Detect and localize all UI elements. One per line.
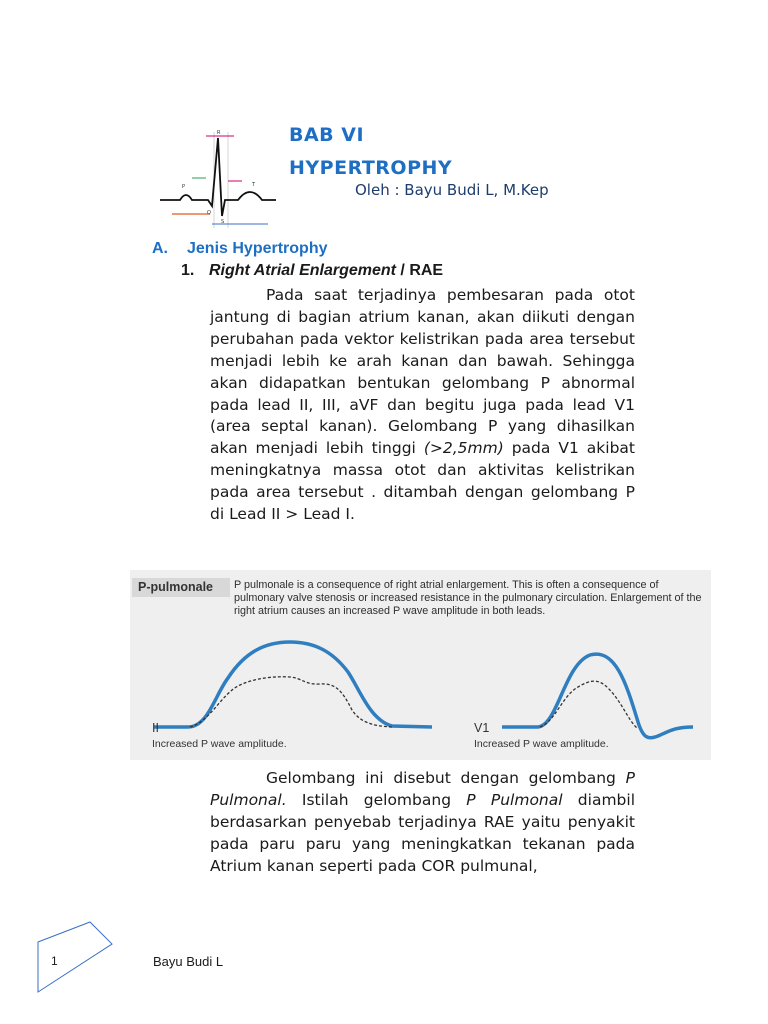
ecg-diagram-logo bbox=[158, 126, 278, 234]
lead-label-v1: V1 bbox=[474, 721, 490, 735]
page-number: 1 bbox=[51, 954, 58, 968]
svg-text:R: R bbox=[217, 130, 221, 136]
chapter-number: BAB VI bbox=[289, 124, 365, 146]
lead-ii-normal-wave bbox=[190, 677, 392, 727]
paragraph-text: diambil berdasarkan penyebab terjadinya RAE yaitu penyakit pada paru paru yang meningkatkan tekanan pada Atrium kanan seperti pada COR pulmunal, bbox=[210, 790, 635, 875]
paragraph-italic: (>2,5mm) bbox=[423, 439, 504, 458]
paragraph-italic: P Pulmonal. bbox=[210, 769, 635, 809]
caption-left: Increased P wave amplitude. bbox=[152, 738, 287, 750]
caption-right: Increased P wave amplitude. bbox=[474, 738, 609, 750]
paragraph-text: Istilah gelombang bbox=[286, 790, 467, 809]
footer-author: Bayu Budi L bbox=[153, 954, 224, 969]
subsection-number: 1. bbox=[181, 262, 195, 279]
subsection-heading bbox=[181, 262, 443, 280]
section-label: Jenis Hypertrophy bbox=[187, 240, 328, 257]
svg-text:Q: Q bbox=[207, 210, 211, 216]
figure-description: P pulmonale is a consequence of right atrial enlargement. This is often a consequence of pulmonary valve stenosis or increased resistance in the pulmonary circulation. Enlargement of the right atrium causes an increased P wave amplitude in both leads. bbox=[234, 579, 702, 618]
chapter-title: HYPERTROPHY bbox=[289, 157, 453, 179]
paragraph-italic: P Pulmonal bbox=[466, 790, 563, 809]
lead-v1-normal-wave bbox=[540, 681, 637, 728]
subsection-label-rest: / RAE bbox=[395, 262, 444, 279]
author-line: Oleh : Bayu Budi L, M.Kep bbox=[355, 181, 549, 199]
svg-text:S: S bbox=[221, 219, 225, 225]
section-heading bbox=[152, 240, 327, 258]
subsection-label-italic: Right Atrial Enlargement bbox=[209, 262, 396, 279]
paragraph-text: pada V1 akibat meningkatnya massa otot dan aktivitas kelistrikan pada area tersebut . ditambah dengan gelombang P di Lead II > Lead I. bbox=[210, 439, 635, 524]
paragraph-text: Gelombang ini disebut dengan gelombang bbox=[266, 769, 626, 787]
section-number: A. bbox=[152, 240, 168, 257]
p-pulmonale-figure bbox=[130, 570, 711, 760]
figure-title: P-pulmonale bbox=[132, 578, 230, 597]
paragraph-rae bbox=[210, 285, 635, 526]
lead-label-ii: II bbox=[152, 721, 159, 735]
lead-v1-abnormal-wave bbox=[502, 654, 693, 738]
svg-text:T: T bbox=[252, 182, 256, 188]
lead-ii-abnormal-wave bbox=[154, 642, 432, 727]
paragraph-text: Pada saat terjadinya pembesaran pada otot jantung di bagian atrium kanan, akan diikuti dengan perubahan pada vektor kelistrikan pada area tersebut menjadi lebih ke arah kanan dan bawah. Sehingga akan didapatkan bentukan gelombang P abnormal pada lead II, III, aVF dan begitu juga pada lead V1 (area septal kanan). Gelombang P yang dihasilkan akan menjadi lebih tinggi bbox=[210, 286, 635, 458]
svg-text:P: P bbox=[182, 184, 186, 190]
page-number-badge-icon bbox=[36, 920, 114, 994]
paragraph-p-pulmonal bbox=[210, 768, 635, 878]
